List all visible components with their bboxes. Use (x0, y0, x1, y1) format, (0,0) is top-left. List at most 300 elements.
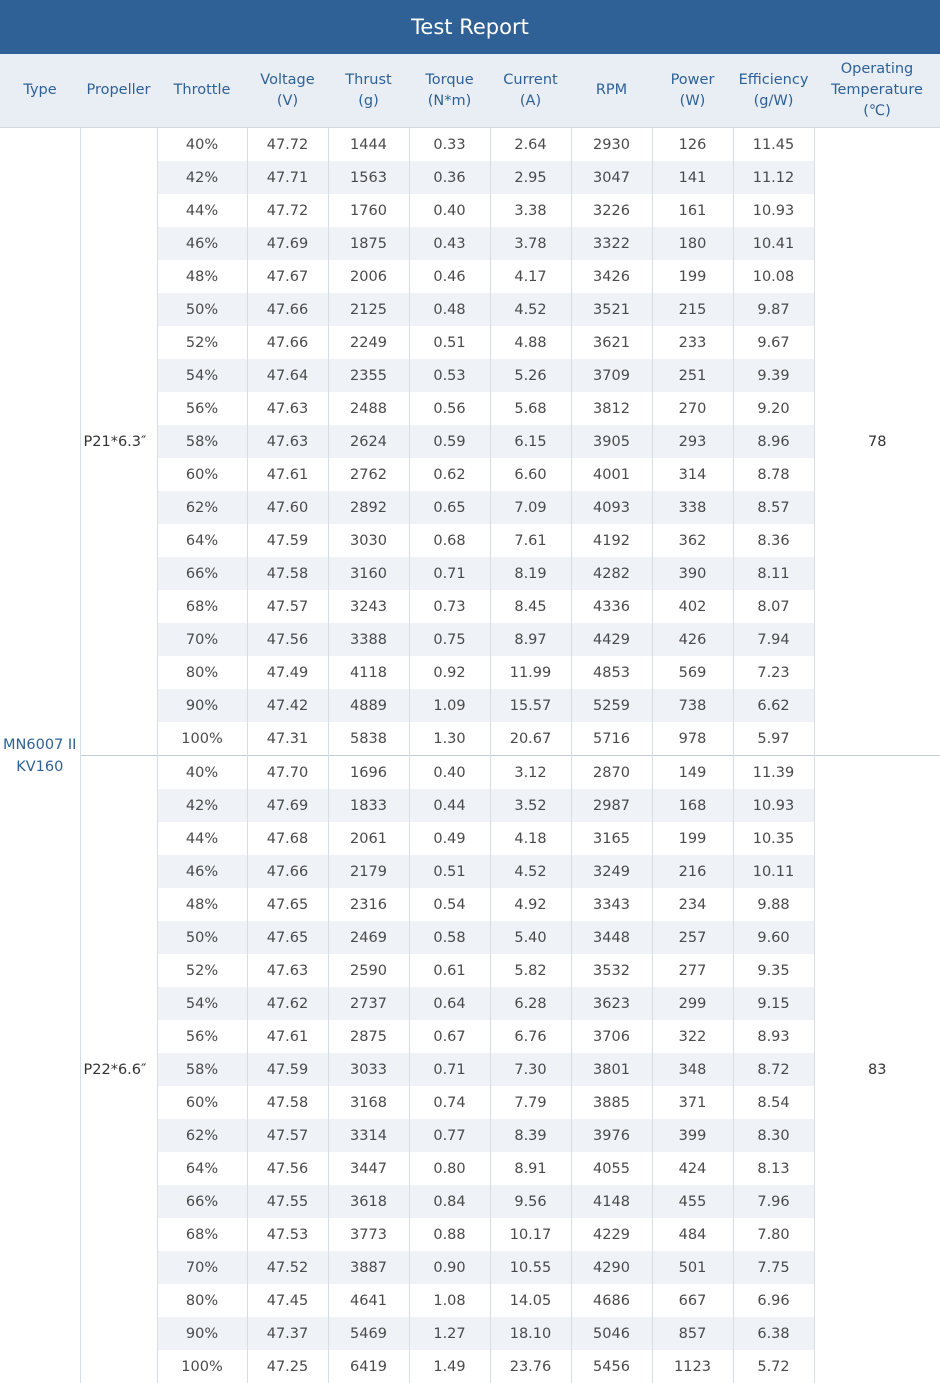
cell-voltage: 47.52 (247, 1251, 328, 1284)
cell-current: 20.67 (490, 722, 571, 756)
cell-power: 251 (652, 359, 733, 392)
cell-rpm: 3165 (571, 822, 652, 855)
cell-thrust: 4889 (328, 689, 409, 722)
cell-thrust: 2590 (328, 954, 409, 987)
cell-efficiency: 9.20 (733, 392, 814, 425)
cell-voltage: 47.70 (247, 756, 328, 790)
cell-current: 4.52 (490, 293, 571, 326)
cell-efficiency: 11.45 (733, 128, 814, 162)
cell-throttle: 52% (157, 326, 247, 359)
cell-thrust: 1563 (328, 161, 409, 194)
cell-voltage: 47.56 (247, 623, 328, 656)
cell-efficiency: 10.35 (733, 822, 814, 855)
header-propeller (80, 54, 157, 128)
cell-rpm: 3426 (571, 260, 652, 293)
cell-power: 199 (652, 822, 733, 855)
cell-thrust: 3030 (328, 524, 409, 557)
cell-throttle: 90% (157, 689, 247, 722)
cell-voltage: 47.49 (247, 656, 328, 689)
cell-throttle: 80% (157, 1284, 247, 1317)
cell-power: 322 (652, 1020, 733, 1053)
cell-voltage: 47.61 (247, 458, 328, 491)
cell-efficiency: 6.38 (733, 1317, 814, 1350)
cell-throttle: 70% (157, 623, 247, 656)
cell-power: 501 (652, 1251, 733, 1284)
cell-efficiency: 7.80 (733, 1218, 814, 1251)
cell-rpm: 4192 (571, 524, 652, 557)
cell-power: 299 (652, 987, 733, 1020)
cell-efficiency: 9.87 (733, 293, 814, 326)
cell-current: 3.12 (490, 756, 571, 790)
cell-torque: 0.56 (409, 392, 490, 425)
cell-torque: 0.40 (409, 194, 490, 227)
cell-torque: 0.51 (409, 326, 490, 359)
cell-efficiency: 10.11 (733, 855, 814, 888)
cell-torque: 0.73 (409, 590, 490, 623)
cell-voltage: 47.63 (247, 954, 328, 987)
cell-throttle: 100% (157, 722, 247, 756)
cell-efficiency: 9.35 (733, 954, 814, 987)
cell-current: 5.26 (490, 359, 571, 392)
cell-thrust: 6419 (328, 1350, 409, 1383)
cell-torque: 0.62 (409, 458, 490, 491)
cell-power: 270 (652, 392, 733, 425)
cell-torque: 0.46 (409, 260, 490, 293)
header-voltage-line: Voltage (260, 72, 314, 88)
cell-power: 293 (652, 425, 733, 458)
header-thrust-line: Thrust (345, 72, 391, 88)
header-propeller-line: Propeller (86, 82, 150, 98)
cell-torque: 1.08 (409, 1284, 490, 1317)
cell-power: 1123 (652, 1350, 733, 1383)
cell-thrust: 1875 (328, 227, 409, 260)
cell-power: 161 (652, 194, 733, 227)
header-temperature (814, 54, 940, 128)
cell-thrust: 1444 (328, 128, 409, 162)
cell-power: 257 (652, 921, 733, 954)
cell-power: 149 (652, 756, 733, 790)
cell-throttle: 44% (157, 822, 247, 855)
cell-efficiency: 10.93 (733, 789, 814, 822)
cell-rpm: 3322 (571, 227, 652, 260)
cell-throttle: 62% (157, 1119, 247, 1152)
header-efficiency-line: (g/W) (754, 93, 794, 109)
cell-throttle: 58% (157, 425, 247, 458)
cell-current: 4.17 (490, 260, 571, 293)
cell-throttle: 70% (157, 1251, 247, 1284)
header-power (652, 54, 733, 128)
cell-rpm: 3623 (571, 987, 652, 1020)
header-torque (409, 54, 490, 128)
header-temperature-line: Operating (841, 61, 914, 77)
cell-throttle: 50% (157, 293, 247, 326)
header-voltage (247, 54, 328, 128)
cell-throttle: 60% (157, 458, 247, 491)
cell-rpm: 2930 (571, 128, 652, 162)
cell-rpm: 5716 (571, 722, 652, 756)
cell-power: 857 (652, 1317, 733, 1350)
cell-rpm: 4282 (571, 557, 652, 590)
cell-throttle: 54% (157, 359, 247, 392)
motor-type-line: KV160 (16, 759, 63, 775)
cell-current: 5.40 (490, 921, 571, 954)
cell-torque: 0.33 (409, 128, 490, 162)
cell-voltage: 47.64 (247, 359, 328, 392)
cell-power: 667 (652, 1284, 733, 1317)
header-power-line: (W) (680, 93, 706, 109)
cell-rpm: 5456 (571, 1350, 652, 1383)
cell-voltage: 47.59 (247, 524, 328, 557)
cell-current: 4.92 (490, 888, 571, 921)
table-row (0, 756, 940, 790)
cell-efficiency: 8.11 (733, 557, 814, 590)
header-efficiency (733, 54, 814, 128)
cell-current: 6.76 (490, 1020, 571, 1053)
cell-power: 314 (652, 458, 733, 491)
cell-power: 215 (652, 293, 733, 326)
cell-thrust: 3160 (328, 557, 409, 590)
cell-thrust: 5838 (328, 722, 409, 756)
cell-rpm: 3976 (571, 1119, 652, 1152)
header-torque-line: Torque (425, 72, 473, 88)
cell-efficiency: 8.96 (733, 425, 814, 458)
cell-current: 5.68 (490, 392, 571, 425)
cell-voltage: 47.56 (247, 1152, 328, 1185)
cell-current: 9.56 (490, 1185, 571, 1218)
cell-voltage: 47.65 (247, 888, 328, 921)
cell-current: 4.88 (490, 326, 571, 359)
header-temperature-line: (℃) (863, 103, 891, 119)
cell-power: 338 (652, 491, 733, 524)
cell-rpm: 3448 (571, 921, 652, 954)
cell-thrust: 3887 (328, 1251, 409, 1284)
cell-efficiency: 7.75 (733, 1251, 814, 1284)
cell-voltage: 47.66 (247, 855, 328, 888)
cell-thrust: 5469 (328, 1317, 409, 1350)
cell-torque: 1.30 (409, 722, 490, 756)
propeller-cell: P21*6.3″ (80, 128, 157, 756)
cell-power: 216 (652, 855, 733, 888)
cell-power: 390 (652, 557, 733, 590)
cell-efficiency: 10.93 (733, 194, 814, 227)
cell-throttle: 50% (157, 921, 247, 954)
cell-rpm: 3521 (571, 293, 652, 326)
cell-power: 233 (652, 326, 733, 359)
cell-power: 569 (652, 656, 733, 689)
cell-thrust: 4118 (328, 656, 409, 689)
cell-throttle: 48% (157, 260, 247, 293)
cell-power: 426 (652, 623, 733, 656)
header-throttle (157, 54, 247, 128)
cell-voltage: 47.63 (247, 392, 328, 425)
cell-rpm: 4429 (571, 623, 652, 656)
cell-current: 3.78 (490, 227, 571, 260)
cell-rpm: 4290 (571, 1251, 652, 1284)
cell-torque: 0.75 (409, 623, 490, 656)
cell-thrust: 1760 (328, 194, 409, 227)
cell-efficiency: 8.36 (733, 524, 814, 557)
cell-efficiency: 9.15 (733, 987, 814, 1020)
table-row (0, 128, 940, 162)
report-title: Test Report (0, 0, 940, 54)
cell-current: 8.39 (490, 1119, 571, 1152)
cell-efficiency: 11.39 (733, 756, 814, 790)
cell-torque: 0.53 (409, 359, 490, 392)
cell-rpm: 5259 (571, 689, 652, 722)
cell-torque: 0.36 (409, 161, 490, 194)
cell-torque: 1.27 (409, 1317, 490, 1350)
cell-torque: 0.88 (409, 1218, 490, 1251)
cell-voltage: 47.62 (247, 987, 328, 1020)
table-body (0, 128, 940, 1383)
cell-rpm: 4148 (571, 1185, 652, 1218)
cell-throttle: 40% (157, 756, 247, 790)
propeller-cell: P22*6.6″ (80, 756, 157, 1383)
cell-thrust: 2737 (328, 987, 409, 1020)
cell-thrust: 3618 (328, 1185, 409, 1218)
cell-rpm: 3249 (571, 855, 652, 888)
cell-throttle: 60% (157, 1086, 247, 1119)
cell-voltage: 47.57 (247, 590, 328, 623)
cell-rpm: 3343 (571, 888, 652, 921)
cell-current: 3.52 (490, 789, 571, 822)
cell-efficiency: 8.93 (733, 1020, 814, 1053)
cell-efficiency: 7.23 (733, 656, 814, 689)
cell-throttle: 80% (157, 656, 247, 689)
cell-voltage: 47.58 (247, 1086, 328, 1119)
cell-voltage: 47.66 (247, 326, 328, 359)
cell-throttle: 46% (157, 855, 247, 888)
cell-torque: 0.92 (409, 656, 490, 689)
cell-rpm: 3047 (571, 161, 652, 194)
cell-throttle: 42% (157, 161, 247, 194)
cell-rpm: 4001 (571, 458, 652, 491)
header-efficiency-line: Efficiency (739, 72, 809, 88)
cell-throttle: 66% (157, 557, 247, 590)
cell-power: 738 (652, 689, 733, 722)
cell-current: 6.60 (490, 458, 571, 491)
cell-current: 2.64 (490, 128, 571, 162)
cell-thrust: 2316 (328, 888, 409, 921)
cell-voltage: 47.69 (247, 789, 328, 822)
cell-efficiency: 6.62 (733, 689, 814, 722)
cell-voltage: 47.72 (247, 194, 328, 227)
cell-efficiency: 6.96 (733, 1284, 814, 1317)
cell-torque: 0.54 (409, 888, 490, 921)
cell-efficiency: 8.54 (733, 1086, 814, 1119)
cell-thrust: 2762 (328, 458, 409, 491)
cell-throttle: 54% (157, 987, 247, 1020)
cell-efficiency: 5.97 (733, 722, 814, 756)
cell-torque: 0.48 (409, 293, 490, 326)
cell-torque: 0.44 (409, 789, 490, 822)
cell-thrust: 1833 (328, 789, 409, 822)
cell-thrust: 3314 (328, 1119, 409, 1152)
cell-voltage: 47.69 (247, 227, 328, 260)
cell-efficiency: 8.30 (733, 1119, 814, 1152)
header-rpm (571, 54, 652, 128)
cell-rpm: 3706 (571, 1020, 652, 1053)
cell-thrust: 2249 (328, 326, 409, 359)
cell-thrust: 2875 (328, 1020, 409, 1053)
cell-efficiency: 8.78 (733, 458, 814, 491)
cell-rpm: 2987 (571, 789, 652, 822)
cell-power: 234 (652, 888, 733, 921)
cell-throttle: 66% (157, 1185, 247, 1218)
cell-power: 168 (652, 789, 733, 822)
cell-power: 399 (652, 1119, 733, 1152)
cell-voltage: 47.60 (247, 491, 328, 524)
cell-power: 455 (652, 1185, 733, 1218)
cell-rpm: 4093 (571, 491, 652, 524)
cell-throttle: 56% (157, 392, 247, 425)
cell-current: 23.76 (490, 1350, 571, 1383)
cell-current: 7.61 (490, 524, 571, 557)
motor-type-cell (0, 128, 80, 1383)
cell-voltage: 47.72 (247, 128, 328, 162)
cell-voltage: 47.42 (247, 689, 328, 722)
cell-thrust: 2125 (328, 293, 409, 326)
cell-efficiency: 5.72 (733, 1350, 814, 1383)
cell-efficiency: 8.13 (733, 1152, 814, 1185)
cell-current: 7.30 (490, 1053, 571, 1086)
cell-power: 141 (652, 161, 733, 194)
cell-voltage: 47.53 (247, 1218, 328, 1251)
cell-thrust: 3773 (328, 1218, 409, 1251)
test-report-table (0, 54, 940, 1383)
cell-torque: 0.65 (409, 491, 490, 524)
cell-throttle: 68% (157, 1218, 247, 1251)
cell-torque: 0.49 (409, 822, 490, 855)
cell-power: 348 (652, 1053, 733, 1086)
cell-thrust: 3243 (328, 590, 409, 623)
cell-power: 424 (652, 1152, 733, 1185)
cell-throttle: 52% (157, 954, 247, 987)
cell-power: 402 (652, 590, 733, 623)
cell-throttle: 68% (157, 590, 247, 623)
cell-voltage: 47.31 (247, 722, 328, 756)
cell-current: 8.19 (490, 557, 571, 590)
cell-throttle: 64% (157, 524, 247, 557)
header-thrust-line: (g) (358, 93, 379, 109)
cell-thrust: 3168 (328, 1086, 409, 1119)
cell-current: 2.95 (490, 161, 571, 194)
cell-efficiency: 9.88 (733, 888, 814, 921)
cell-rpm: 4229 (571, 1218, 652, 1251)
cell-power: 126 (652, 128, 733, 162)
cell-current: 4.52 (490, 855, 571, 888)
cell-torque: 0.84 (409, 1185, 490, 1218)
cell-throttle: 40% (157, 128, 247, 162)
cell-current: 5.82 (490, 954, 571, 987)
cell-thrust: 1696 (328, 756, 409, 790)
header-temperature-line: Temperature (831, 82, 923, 98)
cell-rpm: 5046 (571, 1317, 652, 1350)
cell-torque: 0.64 (409, 987, 490, 1020)
cell-current: 6.15 (490, 425, 571, 458)
cell-voltage: 47.25 (247, 1350, 328, 1383)
cell-rpm: 3621 (571, 326, 652, 359)
cell-thrust: 2061 (328, 822, 409, 855)
cell-thrust: 2355 (328, 359, 409, 392)
cell-torque: 0.58 (409, 921, 490, 954)
cell-rpm: 3812 (571, 392, 652, 425)
cell-voltage: 47.67 (247, 260, 328, 293)
cell-throttle: 44% (157, 194, 247, 227)
cell-efficiency: 10.41 (733, 227, 814, 260)
cell-current: 10.17 (490, 1218, 571, 1251)
cell-voltage: 47.45 (247, 1284, 328, 1317)
cell-throttle: 58% (157, 1053, 247, 1086)
cell-rpm: 2870 (571, 756, 652, 790)
header-throttle-line: Throttle (174, 82, 231, 98)
header-power-line: Power (671, 72, 715, 88)
cell-rpm: 4336 (571, 590, 652, 623)
cell-current: 7.09 (490, 491, 571, 524)
cell-throttle: 42% (157, 789, 247, 822)
operating-temperature-cell: 83 (814, 756, 940, 1383)
cell-power: 978 (652, 722, 733, 756)
cell-throttle: 64% (157, 1152, 247, 1185)
cell-throttle: 90% (157, 1317, 247, 1350)
cell-thrust: 3033 (328, 1053, 409, 1086)
cell-torque: 0.74 (409, 1086, 490, 1119)
header-current-line: (A) (520, 93, 541, 109)
motor-type-line: MN6007 II (3, 737, 76, 753)
cell-power: 371 (652, 1086, 733, 1119)
cell-current: 11.99 (490, 656, 571, 689)
cell-rpm: 3905 (571, 425, 652, 458)
cell-power: 199 (652, 260, 733, 293)
cell-thrust: 2892 (328, 491, 409, 524)
cell-power: 277 (652, 954, 733, 987)
cell-rpm: 3885 (571, 1086, 652, 1119)
header-voltage-line: (V) (277, 93, 298, 109)
cell-voltage: 47.63 (247, 425, 328, 458)
cell-efficiency: 9.67 (733, 326, 814, 359)
cell-voltage: 47.59 (247, 1053, 328, 1086)
cell-torque: 0.43 (409, 227, 490, 260)
cell-voltage: 47.61 (247, 1020, 328, 1053)
cell-torque: 0.51 (409, 855, 490, 888)
cell-efficiency: 9.60 (733, 921, 814, 954)
cell-efficiency: 7.96 (733, 1185, 814, 1218)
cell-voltage: 47.71 (247, 161, 328, 194)
cell-voltage: 47.57 (247, 1119, 328, 1152)
cell-current: 4.18 (490, 822, 571, 855)
cell-rpm: 3532 (571, 954, 652, 987)
cell-current: 10.55 (490, 1251, 571, 1284)
cell-efficiency: 8.07 (733, 590, 814, 623)
cell-power: 484 (652, 1218, 733, 1251)
cell-voltage: 47.55 (247, 1185, 328, 1218)
cell-torque: 0.77 (409, 1119, 490, 1152)
cell-torque: 0.40 (409, 756, 490, 790)
cell-rpm: 4686 (571, 1284, 652, 1317)
cell-torque: 0.59 (409, 425, 490, 458)
cell-torque: 0.68 (409, 524, 490, 557)
cell-torque: 0.71 (409, 557, 490, 590)
cell-efficiency: 7.94 (733, 623, 814, 656)
header-rpm-line: RPM (596, 82, 627, 98)
header-torque-line: (N*m) (428, 93, 472, 109)
cell-throttle: 62% (157, 491, 247, 524)
cell-current: 8.91 (490, 1152, 571, 1185)
header-type (0, 54, 80, 128)
header-current (490, 54, 571, 128)
cell-current: 14.05 (490, 1284, 571, 1317)
cell-voltage: 47.37 (247, 1317, 328, 1350)
